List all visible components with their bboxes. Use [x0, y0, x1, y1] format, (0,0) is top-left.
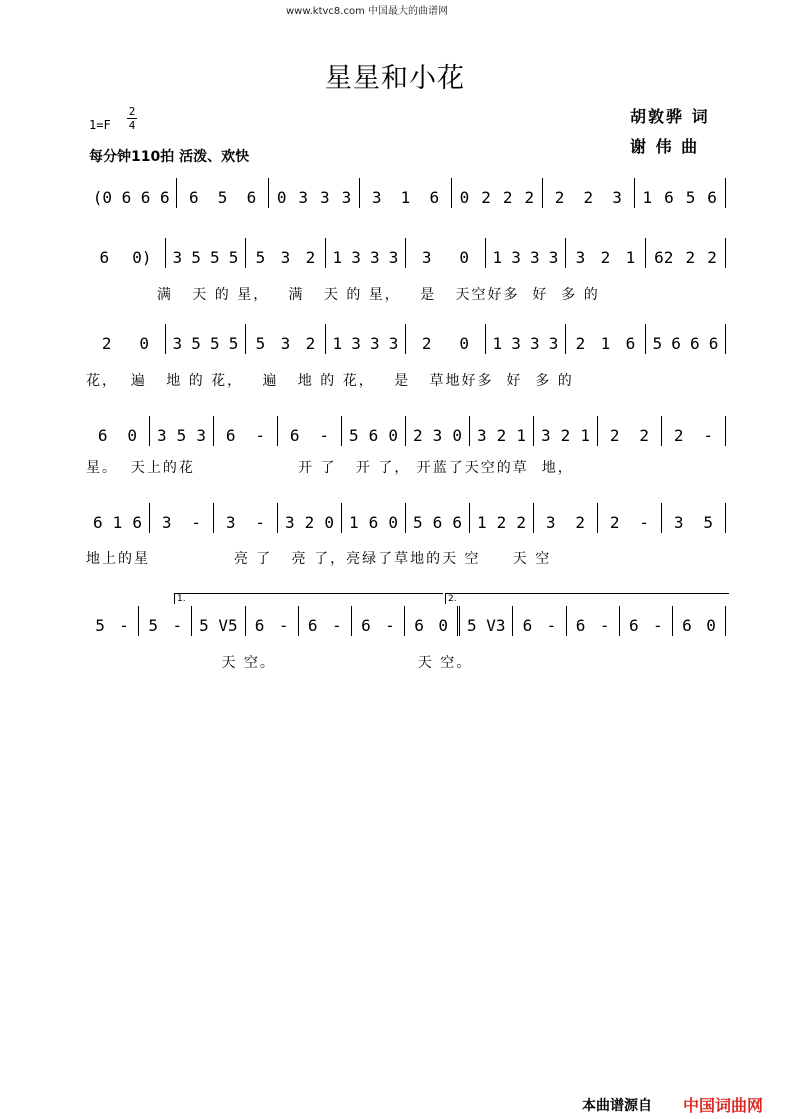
note: 1 [492, 248, 503, 267]
note: 2 [304, 513, 315, 532]
note: 1 [580, 426, 590, 445]
note: 3 [432, 426, 443, 445]
lyrics-line-3: 星。 天上的花 开 了 开 了， 开蓝了天空的草 地， [86, 460, 574, 476]
note: 6 [707, 188, 717, 207]
tempo-marking: 每分钟110拍 活泼、欢快 [89, 149, 250, 165]
note: 0) [132, 248, 152, 267]
note: 3 [388, 334, 399, 353]
note: 6 [429, 188, 440, 207]
measure [342, 503, 406, 533]
note: 3 [530, 248, 540, 267]
note: 2 [481, 188, 491, 207]
measure [246, 238, 326, 268]
note: - [653, 616, 663, 635]
note: 6 [522, 616, 533, 635]
note: - [331, 616, 342, 635]
note: 5 [467, 616, 477, 635]
note: 5 [148, 616, 159, 635]
measure [86, 178, 177, 208]
staff-row-6 [86, 606, 726, 636]
note: 0 [324, 513, 334, 532]
note: 2 [496, 426, 507, 445]
note: 3 [548, 334, 559, 353]
note: 1 [477, 513, 487, 532]
note: 6 [159, 188, 170, 207]
note: 3 [548, 248, 559, 267]
measure [214, 503, 278, 533]
measure [534, 416, 598, 446]
staff-row-1 [86, 178, 726, 208]
measure [598, 416, 662, 446]
note: 3 [541, 426, 551, 445]
note: 5 [652, 334, 663, 353]
note: 3 [351, 334, 361, 353]
note: 0 [706, 616, 716, 635]
measure [662, 503, 726, 533]
measure [470, 503, 534, 533]
note: 1 [600, 334, 611, 353]
lyricist-credit: 胡敦骅 词 [630, 107, 710, 126]
note: (0 [92, 188, 113, 207]
note: 5 [228, 334, 239, 353]
measure [486, 238, 566, 268]
measure [566, 324, 646, 354]
note: 2 [101, 334, 112, 353]
measure [406, 503, 470, 533]
note: - [599, 616, 610, 635]
note: 2 [305, 248, 316, 267]
staff-row-2 [86, 238, 726, 268]
note: 5 [176, 426, 187, 445]
note: 2 [685, 248, 696, 267]
note: 6 [671, 334, 681, 353]
note: 3 [351, 248, 361, 267]
note: 3 [172, 334, 183, 353]
measure [567, 606, 620, 636]
note: 6 [575, 616, 586, 635]
measure [406, 416, 470, 446]
measure [406, 324, 486, 354]
measure [452, 178, 543, 208]
note: 6 [708, 334, 719, 353]
measure [620, 606, 673, 636]
first-ending: 1. [174, 593, 443, 604]
note: 1 [349, 513, 359, 532]
note: - [639, 513, 650, 532]
note: - [319, 426, 330, 445]
note: 1 [625, 248, 636, 267]
note: - [546, 616, 557, 635]
note: 5 [217, 188, 228, 207]
measure [405, 606, 460, 636]
note: 5 [703, 513, 714, 532]
measure [406, 238, 486, 268]
measure [598, 503, 662, 533]
measure [86, 324, 166, 354]
note: 2 [524, 188, 535, 207]
note: 3 [575, 248, 586, 267]
note: 6 [307, 616, 318, 635]
note: 62 [654, 248, 674, 267]
footer-source-label: 本曲谱源自 [582, 1098, 652, 1114]
staff-row-3 [86, 324, 726, 354]
note: 2 [496, 513, 507, 532]
note: 5 [413, 513, 423, 532]
note: 3 [477, 426, 487, 445]
note: 3 [161, 513, 172, 532]
note: 0 [388, 426, 398, 445]
note: 6 [121, 188, 132, 207]
note: 6 [225, 426, 236, 445]
note: 6 [664, 188, 674, 207]
note: 6 [99, 248, 110, 267]
time-signature [127, 105, 137, 132]
measure [246, 606, 299, 636]
measure [269, 178, 360, 208]
note: 3 [196, 426, 206, 445]
note: 2 [707, 248, 717, 267]
note: 5 [191, 334, 201, 353]
measure [360, 178, 451, 208]
note: 3 [172, 248, 183, 267]
note: 3 [530, 334, 540, 353]
note: 3 [225, 513, 236, 532]
note: 5 [685, 188, 696, 207]
note: 6 [361, 616, 371, 635]
note: 3 [370, 248, 380, 267]
note: 6 [246, 188, 257, 207]
note: 6 [93, 513, 103, 532]
note: 3 [673, 513, 684, 532]
note: 3 [285, 513, 295, 532]
note: 6 [682, 616, 692, 635]
note: 3 [280, 334, 291, 353]
measure [86, 416, 150, 446]
note: 2 [609, 426, 620, 445]
note: 1 [516, 426, 526, 445]
measure [534, 503, 598, 533]
note: 5 [255, 334, 266, 353]
note: 3 [280, 248, 291, 267]
note: 0 [452, 426, 462, 445]
note: 6 [140, 188, 151, 207]
note: 2 [639, 426, 650, 445]
note: V5 [218, 616, 238, 635]
staff-row-5 [86, 503, 726, 533]
note: 2 [575, 513, 586, 532]
note: 0 [438, 616, 448, 635]
note: 1 [400, 188, 411, 207]
meter-top: 2 [128, 105, 136, 118]
footer-site-name[interactable]: 中国词曲网 [683, 1096, 764, 1115]
note: 0 [388, 513, 398, 532]
measure [139, 606, 192, 636]
note: 2 [305, 334, 316, 353]
lyrics-line-4: 地上的星 亮 了 亮 了，亮绿了草地的天 空 天 空 [86, 551, 552, 567]
note: 3 [157, 426, 167, 445]
measure [635, 178, 726, 208]
note: 0 [276, 188, 287, 207]
second-ending: 2. [445, 593, 729, 604]
note: 3 [320, 188, 330, 207]
measure [278, 416, 342, 446]
note: 3 [371, 188, 382, 207]
measure [352, 606, 405, 636]
note: - [255, 426, 266, 445]
note: 2 [516, 513, 526, 532]
note: - [703, 426, 714, 445]
measure [214, 416, 278, 446]
measure [486, 324, 566, 354]
note: 1 [332, 334, 343, 353]
measure [460, 606, 513, 636]
note: 3 [612, 188, 622, 207]
measure [566, 238, 646, 268]
note: 0 [459, 248, 470, 267]
measure [342, 416, 406, 446]
note: V3 [486, 616, 506, 635]
measure [299, 606, 352, 636]
note: 6 [432, 513, 443, 532]
note: 3 [370, 334, 380, 353]
measure [166, 324, 246, 354]
note: 6 [625, 334, 636, 353]
note: 6 [452, 513, 462, 532]
site-header[interactable]: www.ktvc8.com 中国最大的曲谱网 [286, 6, 449, 17]
measure [513, 606, 566, 636]
note: 5 [210, 248, 220, 267]
note: 5 [199, 616, 209, 635]
note: 6 [97, 426, 108, 445]
note: 1 [492, 334, 503, 353]
note: - [119, 616, 129, 635]
note: 2 [673, 426, 684, 445]
measure [543, 178, 634, 208]
note: 6 [368, 513, 379, 532]
note: 1 [642, 188, 653, 207]
measure [662, 416, 726, 446]
measure [86, 503, 150, 533]
note: 6 [368, 426, 379, 445]
note: 6 [690, 334, 700, 353]
note: 3 [388, 248, 399, 267]
note: 0 [127, 426, 138, 445]
key-signature: 1=F [89, 118, 111, 132]
meter-bottom: 4 [128, 119, 136, 132]
measure [673, 606, 726, 636]
note: - [278, 616, 289, 635]
measure [166, 238, 246, 268]
note: 2 [560, 426, 571, 445]
note: 0 [139, 334, 150, 353]
lyrics-line-2: 花， 遍 地 的 花， 遍 地 的 花， 是 草地好多 好 多 的 [86, 373, 574, 389]
note: - [172, 616, 183, 635]
measure [646, 238, 726, 268]
note: 5 [349, 426, 359, 445]
note: 3 [421, 248, 432, 267]
lyrics-line-1: 满 天 的 星， 满 天 的 星， 是 天空好多 好 多 的 [86, 287, 600, 303]
note: - [255, 513, 266, 532]
measure [326, 324, 406, 354]
note: 2 [575, 334, 586, 353]
note: 5 [210, 334, 220, 353]
measure [278, 503, 342, 533]
measure [86, 238, 166, 268]
measure [646, 324, 726, 354]
note: 6 [189, 188, 199, 207]
composer-credit: 谢 伟 曲 [630, 137, 700, 156]
note: 6 [132, 513, 142, 532]
note: 3 [511, 334, 521, 353]
note: 6 [414, 616, 424, 635]
measure [177, 178, 268, 208]
note: 5 [191, 248, 201, 267]
note: 2 [502, 188, 513, 207]
note: 5 [228, 248, 239, 267]
note: 0 [459, 334, 470, 353]
note: 2 [609, 513, 620, 532]
note: 3 [545, 513, 556, 532]
note: 3 [511, 248, 521, 267]
lyrics-line-5: 天 空。 天 空。 [86, 655, 473, 671]
note: 6 [628, 616, 639, 635]
note: - [385, 616, 395, 635]
note: 3 [298, 188, 309, 207]
note: 5 [95, 616, 105, 635]
note: 6 [254, 616, 265, 635]
note: 5 [255, 248, 266, 267]
measure [86, 606, 139, 636]
measure [326, 238, 406, 268]
note: 1 [112, 513, 123, 532]
note: 2 [554, 188, 565, 207]
note: 2 [413, 426, 423, 445]
note: 6 [289, 426, 300, 445]
note: 0 [459, 188, 470, 207]
note: 2 [421, 334, 432, 353]
note: - [191, 513, 202, 532]
note: 2 [583, 188, 594, 207]
measure [150, 416, 214, 446]
note: 2 [600, 248, 611, 267]
measure [192, 606, 245, 636]
measure [470, 416, 534, 446]
measure [246, 324, 326, 354]
note: 3 [341, 188, 352, 207]
measure [150, 503, 214, 533]
song-title: 星星和小花 [325, 63, 465, 94]
staff-row-4 [86, 416, 726, 446]
note: 1 [332, 248, 343, 267]
